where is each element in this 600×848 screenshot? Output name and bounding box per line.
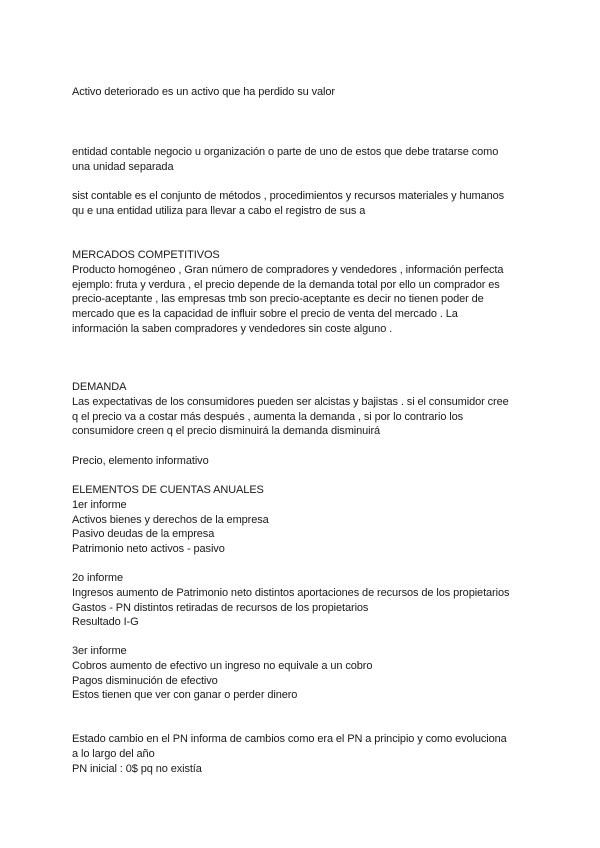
text-line: 2o informe: [72, 572, 123, 584]
section-heading: DEMANDA: [72, 381, 127, 393]
text-line: Estos tienen que ver con ganar o perder dinero: [72, 689, 298, 701]
text-line: 1er informe: [72, 499, 127, 511]
text-line: información la saben compradores y vendedores sin coste alguno .: [72, 323, 393, 335]
text-line: Pagos disminución de efectivo: [72, 675, 218, 687]
text-line: ejemplo: fruta y verdura , el precio depende de la demanda total por ello un comprador es: [72, 279, 500, 291]
text-line: Pasivo deudas de la empresa: [72, 528, 215, 540]
text-line: Producto homogéneo , Gran número de compradores y vendedores , información perfecta: [72, 264, 504, 276]
text-line: 3er informe: [72, 645, 127, 657]
text-line: q el precio va a costar más después , aumenta la demanda , si por lo contrario los: [72, 411, 464, 423]
text-line: Precio, elemento informativo: [72, 455, 209, 467]
text-line: Las expectativas de los consumidores pueden ser alcistas y bajistas . si el consumidor cree: [72, 396, 509, 408]
text-line: Estado cambio en el PN informa de cambios como era el PN a principio y como evoluciona: [72, 733, 507, 745]
text-line: consumidore creen q el precio disminuirá la demanda disminuirá: [72, 425, 381, 437]
text-line: PN inicial : 0$ pq no existía: [72, 763, 202, 775]
text-line: qu e una entidad utiliza para llevar a cabo el registro de sus a: [72, 205, 366, 217]
text-line: Resultado I-G: [72, 616, 139, 628]
section-heading: MERCADOS COMPETITIVOS: [72, 249, 220, 261]
text-line: Ingresos aumento de Patrimonio neto distintos aportaciones de recursos de los propietarios: [72, 587, 510, 599]
section-heading: ELEMENTOS DE CUENTAS ANUALES: [72, 484, 264, 496]
text-line: a lo largo del año: [72, 748, 155, 760]
text-line: Gastos - PN distintos retiradas de recursos de los propietarios: [72, 602, 369, 614]
text-line: Activos bienes y derechos de la empresa: [72, 514, 269, 526]
text-line: Cobros aumento de efectivo un ingreso no equivale a un cobro: [72, 660, 373, 672]
text-line: precio-aceptante , las empresas tmb son precio-aceptante es decir no tienen poder de: [72, 293, 484, 305]
text-line: una unidad separada: [72, 161, 174, 173]
text-line: mercado que es la capacidad de influir sobre el precio de venta del mercado . La: [72, 308, 458, 320]
text-line: Patrimonio neto activos - pasivo: [72, 543, 225, 555]
text-line: Activo deteriorado es un activo que ha perdido su valor: [72, 86, 335, 98]
text-line: sist contable es el conjunto de métodos , procedimientos y recursos materiales y humanos: [72, 190, 505, 202]
text-line: entidad contable negocio u organización o parte de uno de estos que debe tratarse como: [72, 146, 499, 158]
